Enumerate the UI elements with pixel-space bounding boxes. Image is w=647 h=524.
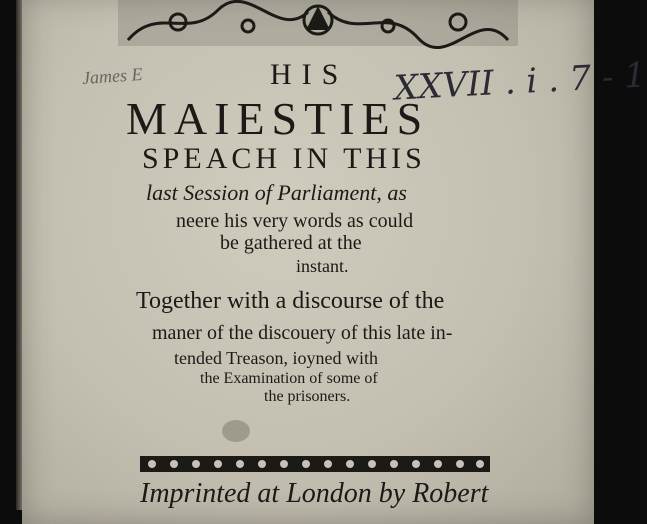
title-line-gathered: be gathered at the <box>220 232 362 254</box>
title-line-his: HIS <box>270 58 349 91</box>
ornamental-rule <box>140 456 490 472</box>
title-line-instant: instant. <box>296 256 349 276</box>
title-line-session: last Session of Parliament, as <box>146 180 407 205</box>
subtitle-line-tended: tended Treason, ioyned with <box>174 348 378 368</box>
subtitle-line-together: Together with a discourse of the <box>136 288 445 314</box>
subtitle-line-examination: the Examination of some of <box>200 370 378 387</box>
title-line-speach: SPEACH IN THIS <box>142 142 426 175</box>
title-line-maiesties: MAIESTIES <box>126 93 430 144</box>
handwritten-shelfmark: XXVII . i . 7 - 1 <box>393 55 647 109</box>
subtitle-line-maner: maner of the discouery of this late in- <box>152 322 453 344</box>
paper-stain <box>222 420 250 442</box>
imprint-line: Imprinted at London by Robert <box>140 478 489 509</box>
decorative-headpiece <box>118 0 518 46</box>
title-line-words: neere his very words as could <box>176 210 414 232</box>
handwritten-signature: James E <box>81 63 144 89</box>
subtitle-line-prisoners: the prisoners. <box>264 388 351 405</box>
